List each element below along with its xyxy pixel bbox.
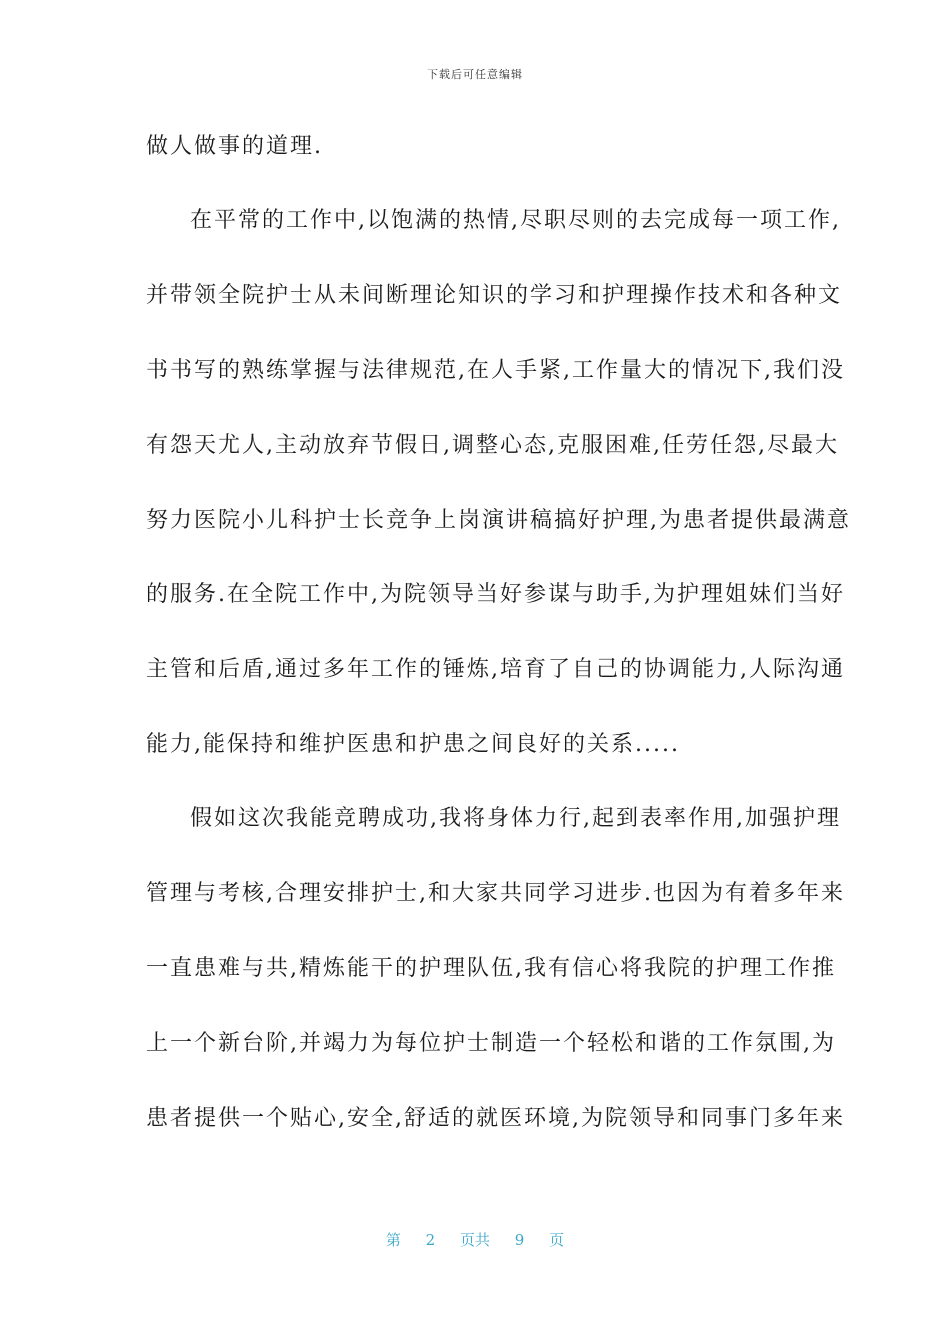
total-pages: 9 <box>514 1231 525 1249</box>
text-line: 书书写的熟练掌握与法律规范,在人手紧,工作量大的情况下,我们没 <box>146 358 845 383</box>
page-of: 页共 <box>459 1231 490 1249</box>
text-line: 能力,能保持和维护医患和护患之间良好的关系..... <box>146 732 680 757</box>
page-footer <box>0 1229 950 1250</box>
text-line: 的服务.在全院工作中,为院领导当好参谋与助手,为护理姐妹们当好 <box>146 582 845 607</box>
text-line: 主管和后盾,通过多年工作的锤炼,培育了自己的协调能力,人际沟通 <box>146 657 845 682</box>
page-suffix: 页 <box>549 1231 565 1249</box>
text-line: 有怨天尤人,主动放弃节假日,调整心态,克服困难,任劳任怨,尽最大 <box>146 433 839 458</box>
text-line: 管理与考核,合理安排护士,和大家共同学习进步.也因为有着多年来 <box>146 881 845 906</box>
text-line: 一直患难与共,精炼能干的护理队伍,我有信心将我院的护理工作推 <box>146 956 836 981</box>
text-line: 做人做事的道理. <box>146 134 323 159</box>
page-prefix: 第 <box>385 1231 401 1249</box>
page-number: 2 <box>425 1231 436 1249</box>
page-header: 下载后可任意编辑 <box>427 68 523 81</box>
paragraph-first-line: 在平常的工作中,以饱满的热情,尽职尽则的去完成每一项工作, <box>190 208 841 233</box>
text-line: 上一个新台阶,并竭力为每位护士制造一个轻松和谐的工作氛围,为 <box>146 1031 836 1056</box>
paragraph-first-line: 假如这次我能竞聘成功,我将身体力行,起到表率作用,加强护理 <box>190 806 841 831</box>
text-line: 努力医院小儿科护士长竞争上岗演讲稿搞好护理,为患者提供最满意 <box>146 508 851 533</box>
text-line: 并带领全院护士从未间断理论知识的学习和护理操作技术和各种文 <box>146 283 843 308</box>
text-line: 患者提供一个贴心,安全,舒适的就医环境,为院领导和同事门多年来 <box>146 1106 845 1131</box>
